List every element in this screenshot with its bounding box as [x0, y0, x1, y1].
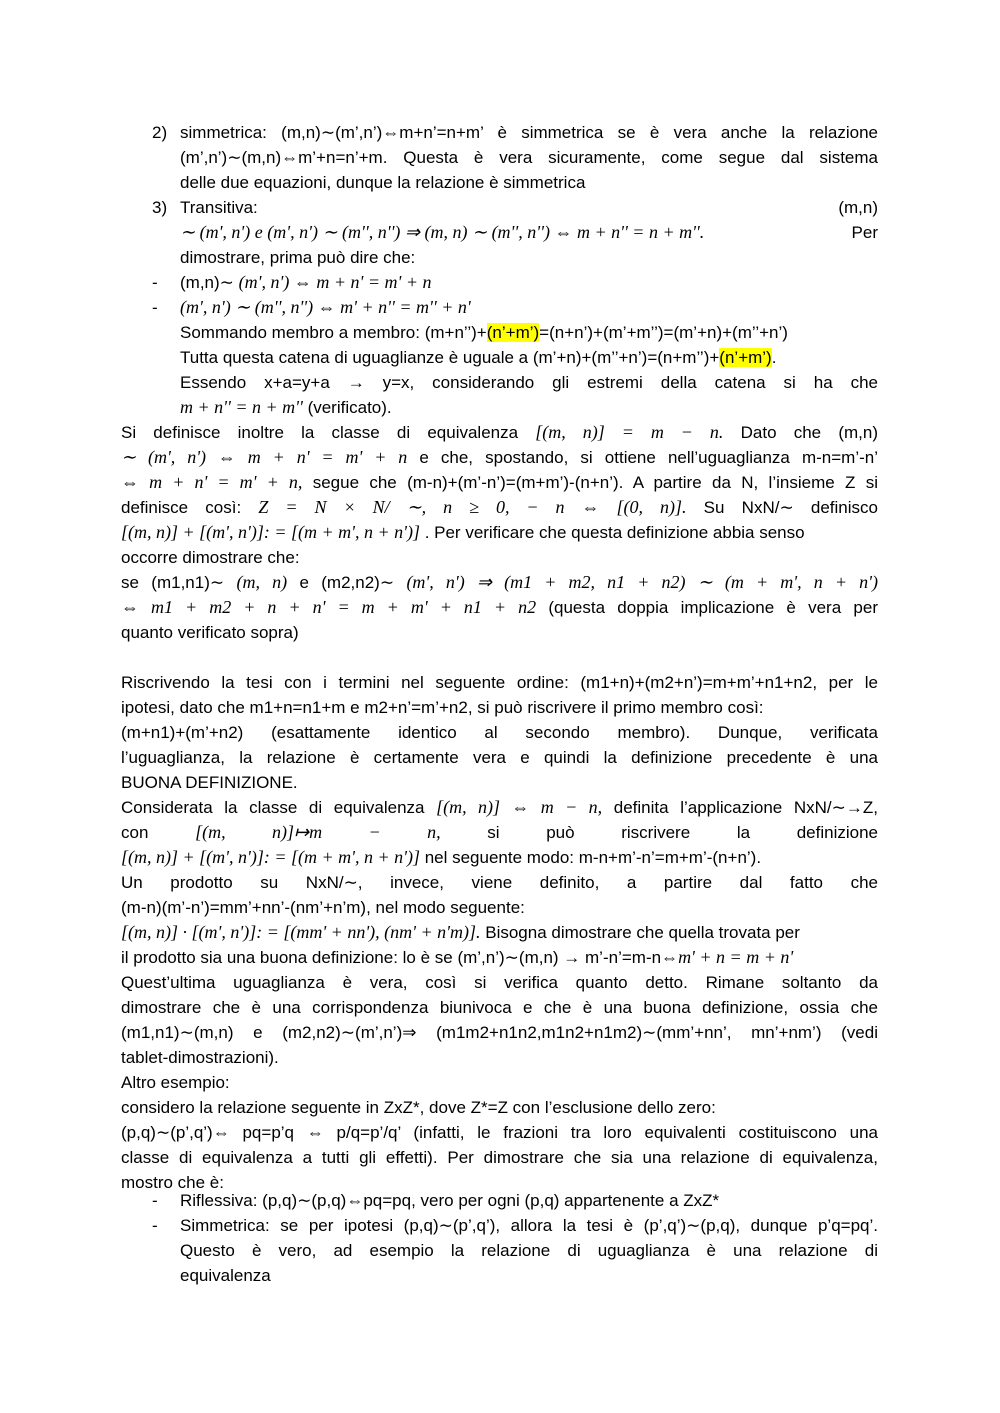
list-dash: - — [152, 1216, 158, 1235]
text-line: ipotesi, dato che m1+n=n1+m e m2+n’=m’+n2, si può riscrivere il primo membro così: — [121, 698, 764, 717]
text-line: Sommando membro a membro: (m+n’’)+(n’+m’)=(n+n’)+(m’+m’’)=(m’+n)+(m’’+n’) — [180, 323, 788, 342]
text-line: Transitiva: (m,n) — [180, 198, 878, 217]
text-line: quanto verificato sopra) — [121, 623, 299, 642]
text-line: Riscrivendo la tesi con i termini nel seguente ordine: (m1+n)+(m2+n’)=m+m’+n1+n2, per le — [121, 673, 878, 692]
text-line: ∼ (m', n') ⇔ m + n' = m' + n e che, spostando, si ottiene nell’uguaglianza m-n=m’-n’ — [121, 447, 878, 467]
text-line: Altro esempio: — [121, 1073, 230, 1092]
text-line: Essendo x+a=y+a → y=x, considerando gli estremi della catena si ha che — [180, 373, 878, 392]
text-line: Riflessiva: (p,q)∼(p,q)⇔pq=pq, vero per ogni (p,q) appartenente a ZxZ* — [180, 1191, 720, 1210]
text-line: Tutta questa catena di uguaglianze è uguale a (m’+n)+(m’’+n’)=(n+m’’)+(n’+m’). — [180, 348, 777, 367]
text-line: Considerata la classe di equivalenza [(m, n)] ⇔ m − n, definita l’applicazione NxN/∼→Z, — [121, 797, 878, 817]
text-line: ⇔ m + n' = m' + n, segue che (m-n)+(m’-n’)=(m+m’)-(n+n’). A partire da N, l’insieme Z si — [121, 472, 878, 492]
math-line: ∼ (m', n') e (m', n') ∼ (m'', n'') ⇒ (m, n) ∼ (m'', n'') ⇔ m + n'' = n + m''. Per — [180, 222, 878, 242]
highlight: (n’+m’) — [719, 348, 772, 367]
list-dash: - — [152, 298, 158, 317]
text-line: definisce così: Z = N × N/ ∼, n ≥ 0, − n ⇔ [(0, n)]. Su NxN/∼ definisco — [121, 497, 878, 517]
text-line: con [(m, n)]↦m − n, si può riscrivere la definizione — [121, 822, 878, 842]
text-line: l’uguaglianza, la relazione è certamente vera e quindi la definizione precedente è una — [121, 748, 878, 767]
text-line: (m,n)∼ (m', n') ⇔ m + n' = m' + n — [180, 272, 432, 292]
text-line: considero la relazione seguente in ZxZ*, dove Z*=Z con l’esclusione dello zero: — [121, 1098, 716, 1117]
text-line: dimostrare, prima può dire che: — [180, 248, 416, 267]
text-line: m + n'' = n + m'' (verificato). — [180, 397, 392, 417]
text-line: tablet-dimostrazioni). — [121, 1048, 279, 1067]
text-line: se (m1,n1)∼ (m, n) e (m2,n2)∼ (m', n') ⇒ (m1 + m2, n1 + n2) ∼ (m + m', n + n') — [121, 572, 878, 592]
text-line: [(m, n)] · [(m', n')]: = [(mm' + nn'), (nm' + n'm)]. Bisogna dimostrare che quella trovata per — [121, 922, 800, 942]
text-line: BUONA DEFINIZIONE. — [121, 773, 298, 792]
list-dash: - — [152, 273, 158, 292]
text-line: simmetrica: (m,n)∼(m’,n’)⇔m+n’=n+m’ è simmetrica se è vera anche la relazione — [180, 123, 878, 142]
text-line: Simmetrica: se per ipotesi (p,q)∼(p’,q’), allora la tesi è (p’,q’)∼(p,q), dunque p’q=pq’. — [180, 1216, 878, 1235]
text-line: [(m, n)] + [(m', n')]: = [(m + m', n + n')] . Per verificare che questa definizione abbia senso — [121, 522, 805, 542]
text-line: mostro che è: — [121, 1173, 224, 1192]
math-line: (m', n') ∼ (m'', n'') ⇔ m' + n'' = m'' + n' — [180, 297, 471, 317]
text-line: Quest’ultima uguaglianza è vera, così si verifica quanto detto. Rimane soltanto da — [121, 973, 878, 992]
text-line: equivalenza — [180, 1266, 271, 1285]
text-line: (m+n1)+(m’+n2) (esattamente identico al secondo membro). Dunque, verificata — [121, 723, 878, 742]
text-line: delle due equazioni, dunque la relazione è simmetrica — [180, 173, 586, 192]
text-line: Questo è vero, ad esempio la relazione di uguaglianza è una relazione di — [180, 1241, 878, 1260]
highlight: (n’+m’) — [486, 323, 540, 342]
text-line: [(m, n)] + [(m', n')]: = [(m + m', n + n')] nel seguente modo: m-n+m’-n’=m+m’-(n+n’). — [121, 847, 762, 867]
list-number-3: 3) — [152, 198, 168, 217]
list-dash: - — [152, 1191, 158, 1210]
list-number-2: 2) — [152, 123, 168, 142]
text-line: Si definisce inoltre la classe di equivalenza [(m, n)] = m − n. Dato che (m,n) — [121, 422, 878, 442]
text-line: (p,q)∼(p’,q’)⇔ pq=p’q ⇔ p/q=p’/q’ (infatti, le frazioni tra loro equivalenti costituiscono una — [121, 1123, 878, 1142]
text-line: ⇔ m1 + m2 + n + n' = m + m' + n1 + n2 (questa doppia implicazione è vera per — [121, 597, 878, 617]
text-line: (m-n)(m’-n’)=mm’+nn’-(nm’+n’m), nel modo seguente: — [121, 898, 525, 917]
text-line: (m’,n’)∼(m,n)⇔m’+n=n’+m. Questa è vera sicuramente, come segue dal sistema — [180, 148, 878, 167]
text-line: Un prodotto su NxN/∼, invece, viene definito, a partire dal fatto che — [121, 873, 878, 892]
text-line: classe di equivalenza a tutti gli effetti). Per dimostrare che sia una relazione di equivalenza, — [121, 1148, 878, 1167]
text-line: dimostrare che è una corrispondenza biunivoca e che è una buona definizione, ossia che — [121, 998, 878, 1017]
text-line: il prodotto sia una buona definizione: lo è se (m’,n’)∼(m,n) → m’-n’=m-n⇔m' + n = m + n' — [121, 947, 794, 967]
text-line: occorre dimostrare che: — [121, 548, 300, 567]
text-line: (m1,n1)∼(m,n) e (m2,n2)∼(m’,n’)⇒ (m1m2+n1n2,m1n2+n1m2)∼(mm’+nn’, mn’+nm’) (vedi — [121, 1023, 878, 1042]
